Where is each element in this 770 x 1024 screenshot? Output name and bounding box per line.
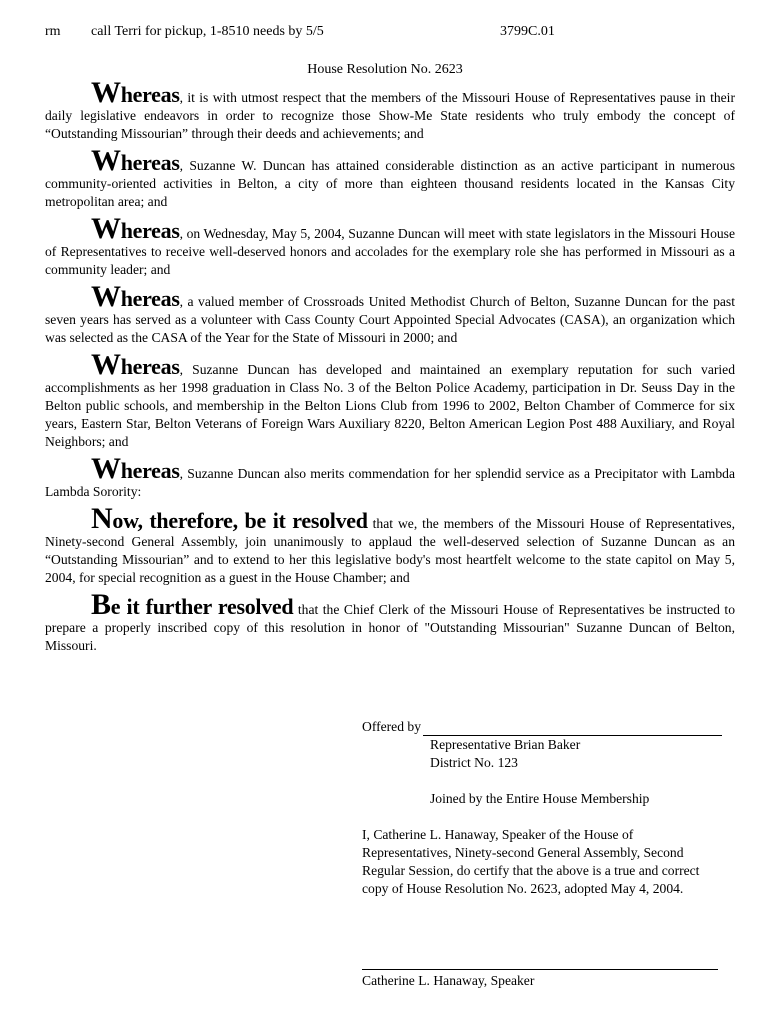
resolution-title: House Resolution No. 2623	[307, 62, 463, 77]
signature-block	[362, 718, 722, 898]
district-number: District No. 123	[430, 755, 518, 770]
lead-word: Now, therefore, be it resolved	[91, 502, 368, 535]
lead-word: Whereas	[91, 348, 180, 381]
whereas-paragraph-4: Whereas, a valued member of Crossroads United Methodist Church of Belton, Suzanne Duncan for the past seven years has served as a volunteer with Cass County Court Appointed Special Advocates (CASA), an organization which was selected as the CASA of the Year for the State of Missouri in 2000; and	[45, 280, 735, 345]
lead-word: Whereas	[91, 280, 180, 313]
offered-by-label: Offered by	[362, 719, 422, 734]
whereas-paragraph-2: Whereas, Suzanne W. Duncan has attained considerable distinction as an active participant in numerous community-oriented activities in Belton, a city of more than eighteen thousand residents located in the Kansas City metropolitan area; and	[45, 144, 735, 209]
whereas-paragraph-1: Whereas, it is with utmost respect that the members of the Missouri House of Representatives pause in their daily legislative endeavors in order to recognize those Show-Me State residents who truly embody the concept of “Outstanding Missourian” through their deeds and achievements; and	[45, 76, 735, 141]
certification-text: I, Catherine L. Hanaway, Speaker of the House of Representatives, Ninety-second General Assembly, Second Regular Session, do certify that the above is a true and correct copy of House Resolution No. 2623, adopted May 4, 2004.	[362, 827, 700, 896]
header-initials: rm	[45, 24, 61, 39]
speaker-name: Catherine L. Hanaway, Speaker	[362, 973, 535, 988]
document-code: 3799C.01	[500, 24, 555, 39]
lead-word: Be it further resolved	[91, 588, 294, 621]
whereas-paragraph-5: Whereas, Suzanne Duncan has developed and maintained an exemplary reputation for such varied accomplishments as her 1998 graduation in Class No. 3 of the Belton Police Academy, participation in Dr. Seuss Day in the Belton public schools, and membership in the Belton Lions Club from 1996 to 2002, Belton Chamber of Commerce for six years, Eastern Star, Belton Veterans of Foreign Wars Auxiliary 8220, Belton American Legion Post 488 Auxiliary, and Royal Neighbors; and	[45, 348, 735, 449]
joined-by-note: Joined by the Entire House Membership	[430, 791, 650, 806]
offered-by-line	[362, 718, 722, 736]
representative-name: Representative Brian Baker	[430, 737, 581, 752]
lead-word: Whereas	[91, 452, 180, 485]
offered-by-signature-line	[423, 723, 722, 736]
whereas-paragraph-3: Whereas, on Wednesday, May 5, 2004, Suzanne Duncan will meet with state legislators in the Missouri House of Representatives to receive well-deserved honors and accolades for the exemplary role she has performed in Missouri as a community leader; and	[45, 212, 735, 277]
speaker-signature-line	[362, 969, 718, 970]
header-note: call Terri for pickup, 1-8510 needs by 5/5	[91, 24, 324, 39]
whereas-paragraph-6: Whereas, Suzanne Duncan also merits commendation for her splendid service as a Precipitator with Lambda Lambda Sorority:	[45, 452, 735, 499]
resolution-body	[45, 76, 735, 664]
lead-word: Whereas	[91, 76, 180, 109]
sponsor-info	[362, 736, 722, 808]
lead-word: Whereas	[91, 212, 180, 245]
further-resolved-paragraph: Be it further resolved that the Chief Clerk of the Missouri House of Representatives be instructed to prepare a properly inscribed copy of this resolution in honor of "Outstanding Missourian" Suzanne Duncan of Belton, Missouri.	[45, 588, 735, 653]
resolved-paragraph: Now, therefore, be it resolved that we, the members of the Missouri House of Representatives, Ninety-second General Assembly, join unanimously to applaud the well-deserved selection of Suzanne Duncan as an “Outstanding Missourian” and to extend to her this legislative body's most heartfelt welcome to the state capitol on May 5, 2004, for special recognition as a guest in the House Chamber; and	[45, 502, 735, 585]
lead-word: Whereas	[91, 144, 180, 177]
